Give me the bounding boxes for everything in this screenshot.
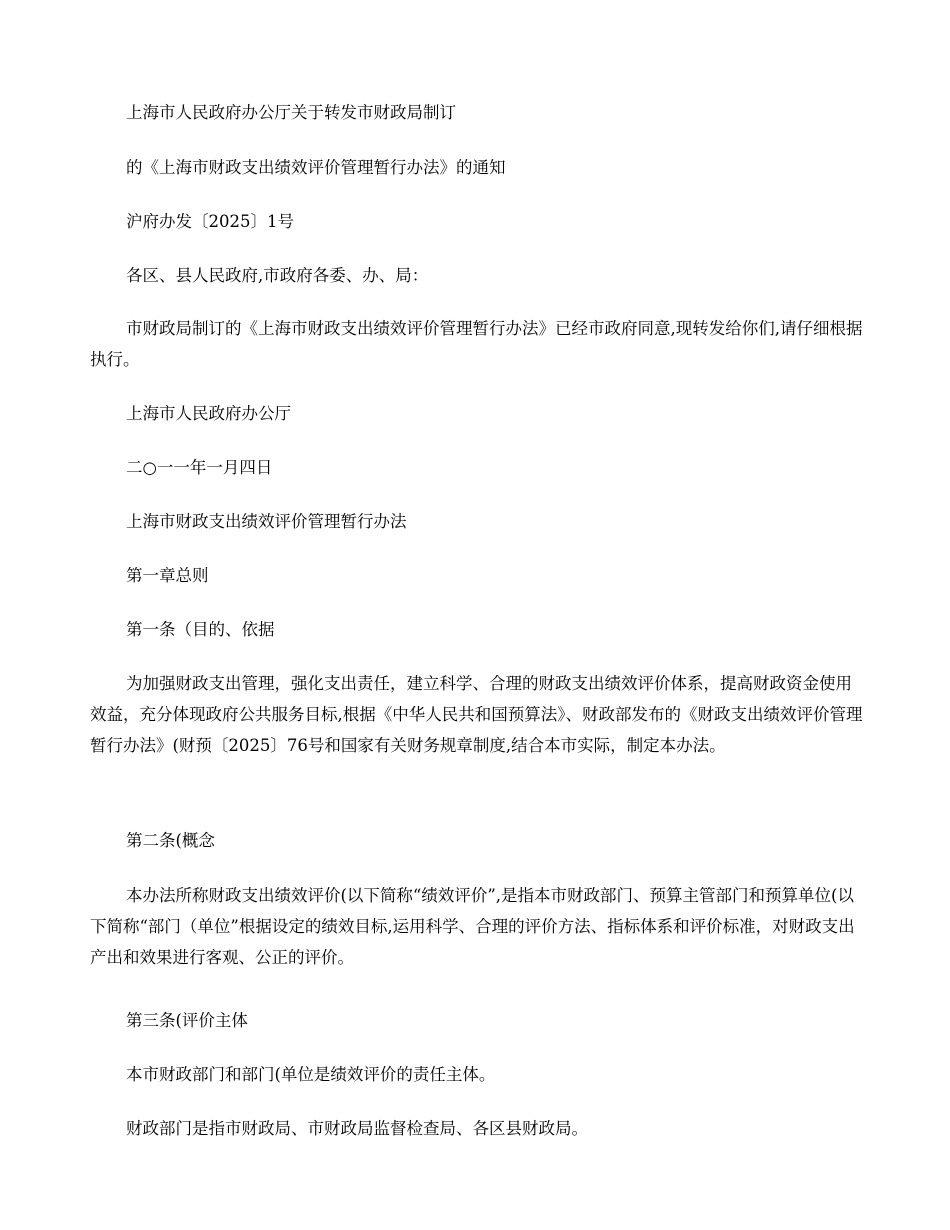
notice-title-line-1: 上海市人民政府办公厅关于转发市财政局制订 xyxy=(126,103,456,122)
article-2-body: 本办法所称财政支出绩效评价(以下简称“绩效评价”,是指本市财政部门、预算主管部门和预算单位(以下简称“部门（单位”根据设定的绩效目标,运用科学、合理的评价方法、指标体系和评价标准，对财政支出产出和效果进行客观、公正的评价。 xyxy=(90,886,855,967)
article-1-heading: 第一条（目的、依据 xyxy=(126,620,275,639)
recipients-line: 各区、县人民政府,市政府各委、办、局： xyxy=(126,266,429,285)
article-1-body: 为加强财政支出管理，强化支出责任，建立科学、合理的财政支出绩效评价体系，提高财政资金使用效益，充分体现政府公共服务目标,根据《中华人民共和国预算法》、财政部发布的《财政支出绩效评价管理暂行办法》(财预〔2025〕76号和国家有关财务规章制度,结合本市实际，制定本办法。 xyxy=(90,674,863,755)
issue-date: 二○一一年一月四日 xyxy=(126,458,273,477)
document-number: 沪府办发〔2025〕1号 xyxy=(126,212,294,231)
finance-department-definition: 财政部门是指市财政局、市财政局监督检查局、各区县财政局。 xyxy=(126,1119,588,1138)
notice-body: 市财政局制订的《上海市财政支出绩效评价管理暂行办法》已经市政府同意,现转发给你们,请仔细根据执行。 xyxy=(90,319,863,369)
notice-title-line-2: 的《上海市财政支出绩效评价管理暂行办法》的通知 xyxy=(126,158,506,177)
measures-title: 上海市财政支出绩效评价管理暂行办法 xyxy=(126,512,407,531)
article-3-heading: 第三条(评价主体 xyxy=(126,1011,248,1030)
article-2-heading: 第二条(概念 xyxy=(126,831,215,850)
article-3-body: 本市财政部门和部门(单位是绩效评价的责任主体。 xyxy=(126,1065,496,1084)
chapter-heading: 第一章总则 xyxy=(126,566,209,585)
issuer-signature: 上海市人民政府办公厅 xyxy=(126,404,291,423)
